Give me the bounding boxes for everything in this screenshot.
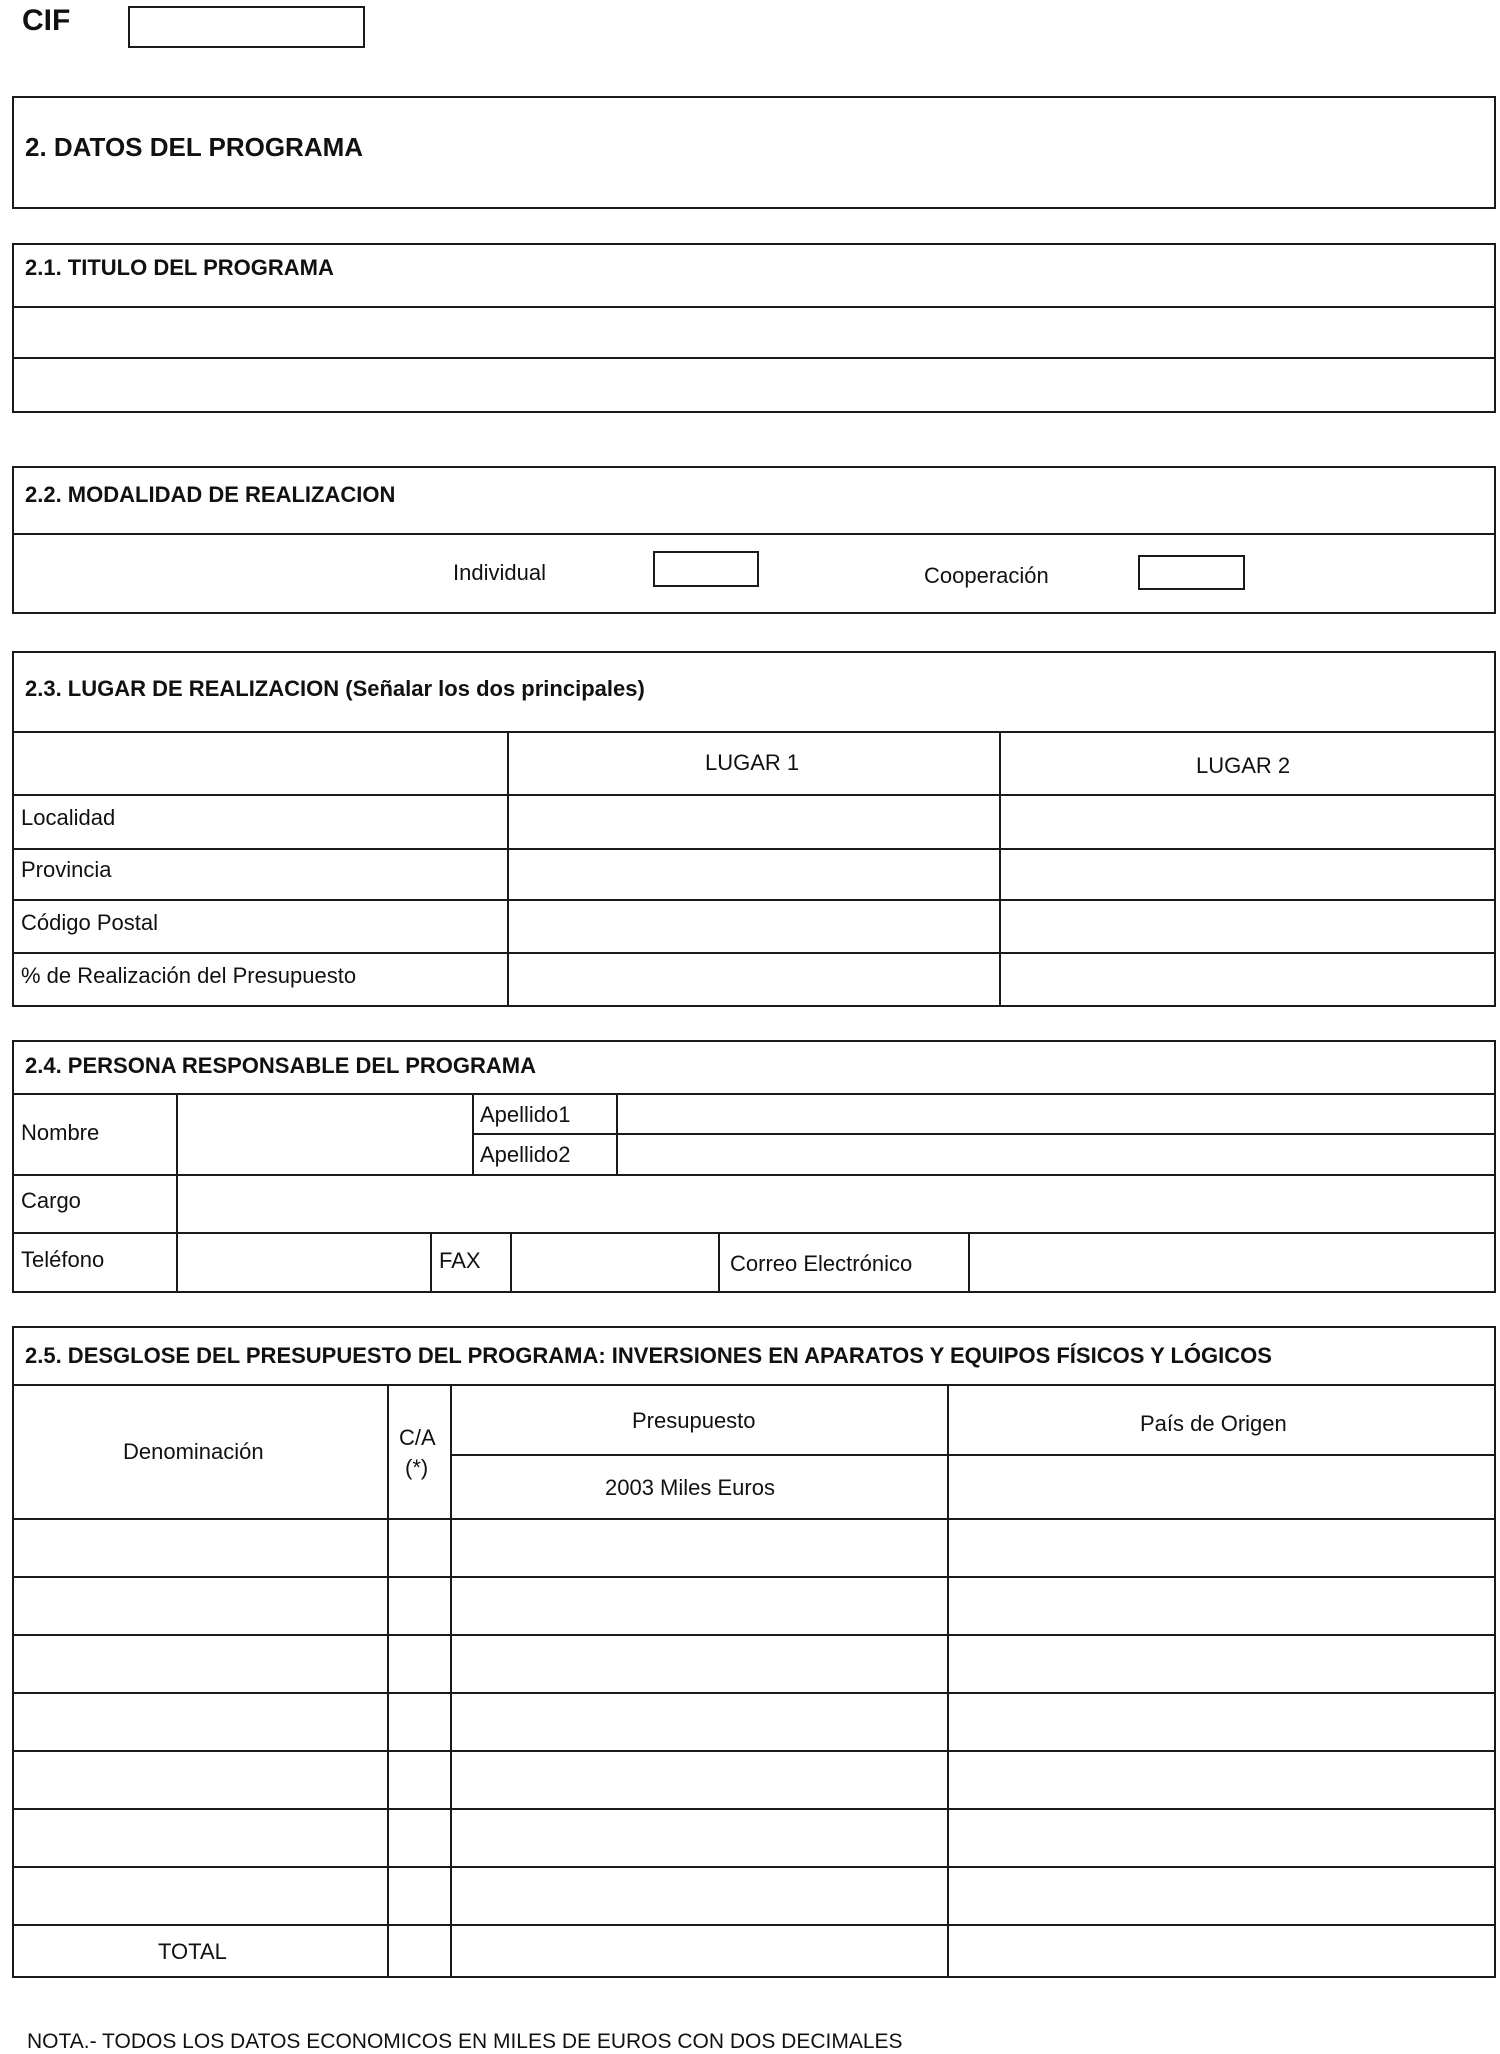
correo-label: Correo Electrónico — [730, 1251, 913, 1276]
individual-checkbox[interactable] — [653, 551, 759, 587]
lugar2-localidad-input[interactable] — [1001, 796, 1494, 847]
item-7-pais-input[interactable] — [949, 1868, 1494, 1923]
apellido2-input[interactable] — [618, 1135, 1494, 1173]
titulo-line-2-input[interactable] — [14, 359, 1494, 411]
presupuesto-subheader: 2003 Miles Euros — [605, 1475, 775, 1500]
cif-input[interactable] — [128, 6, 365, 48]
lugar1-provincia-input[interactable] — [509, 850, 998, 898]
presupuesto-header: Presupuesto — [632, 1408, 756, 1433]
denominacion-header: Denominación — [123, 1439, 264, 1464]
item-1-pais-input[interactable] — [949, 1520, 1494, 1575]
row-label-porcentaje: % de Realización del Presupuesto — [21, 963, 357, 988]
individual-label: Individual — [453, 560, 546, 585]
item-4-denominacion-input[interactable] — [14, 1694, 386, 1749]
lugar2-provincia-input[interactable] — [1001, 850, 1494, 898]
item-3-denominacion-input[interactable] — [14, 1636, 386, 1691]
item-2-pais-input[interactable] — [949, 1578, 1494, 1633]
item-5-presupuesto-input[interactable] — [452, 1752, 946, 1807]
item-4-ca-input[interactable] — [389, 1694, 449, 1749]
lugar2-porcentaje-input[interactable] — [1001, 954, 1494, 1005]
item-5-ca-input[interactable] — [389, 1752, 449, 1807]
cooperacion-label: Cooperación — [924, 563, 1049, 588]
total-ca-input[interactable] — [389, 1926, 449, 1976]
titulo-line-1-input[interactable] — [14, 308, 1494, 356]
item-2-denominacion-input[interactable] — [14, 1578, 386, 1633]
item-6-pais-input[interactable] — [949, 1810, 1494, 1865]
pais-origen-header: País de Origen — [1140, 1411, 1287, 1436]
item-6-denominacion-input[interactable] — [14, 1810, 386, 1865]
row-label-provincia: Provincia — [21, 857, 112, 882]
row-label-localidad: Localidad — [21, 805, 116, 830]
item-2-ca-input[interactable] — [389, 1578, 449, 1633]
item-4-presupuesto-input[interactable] — [452, 1694, 946, 1749]
correo-input[interactable] — [970, 1234, 1494, 1291]
lugar1-porcentaje-input[interactable] — [509, 954, 998, 1005]
row-label-codigo-postal: Código Postal — [21, 910, 158, 935]
item-6-presupuesto-input[interactable] — [452, 1810, 946, 1865]
fax-label: FAX — [439, 1248, 481, 1273]
item-6-ca-input[interactable] — [389, 1810, 449, 1865]
item-7-denominacion-input[interactable] — [14, 1868, 386, 1923]
ca-note: (*) — [405, 1455, 429, 1480]
cif-label: CIF — [22, 4, 71, 37]
item-3-presupuesto-input[interactable] — [452, 1636, 946, 1691]
cargo-input[interactable] — [178, 1176, 1494, 1231]
total-pais-input[interactable] — [949, 1926, 1494, 1976]
lugar1-codigo-postal-input[interactable] — [509, 901, 998, 951]
item-1-ca-input[interactable] — [389, 1520, 449, 1575]
s22-title: 2.2. MODALIDAD DE REALIZACION — [25, 482, 396, 507]
item-2-presupuesto-input[interactable] — [452, 1578, 946, 1633]
s23-title: 2.3. LUGAR DE REALIZACION (Señalar los dos principales) — [25, 676, 645, 701]
item-1-presupuesto-input[interactable] — [452, 1520, 946, 1575]
apellido2-label: Apellido2 — [480, 1142, 571, 1167]
ca-header: C/A — [399, 1425, 436, 1450]
item-3-ca-input[interactable] — [389, 1636, 449, 1691]
nombre-input[interactable] — [178, 1095, 471, 1173]
item-5-pais-input[interactable] — [949, 1752, 1494, 1807]
telefono-input[interactable] — [178, 1234, 429, 1291]
lugar2-codigo-postal-input[interactable] — [1001, 901, 1494, 951]
total-presupuesto-input[interactable] — [452, 1926, 946, 1976]
total-label: TOTAL — [158, 1939, 227, 1964]
item-4-pais-input[interactable] — [949, 1694, 1494, 1749]
apellido1-label: Apellido1 — [480, 1102, 571, 1127]
fax-input[interactable] — [512, 1234, 717, 1291]
item-7-presupuesto-input[interactable] — [452, 1868, 946, 1923]
item-3-pais-input[interactable] — [949, 1636, 1494, 1691]
s25-title: 2.5. DESGLOSE DEL PRESUPUESTO DEL PROGRAMA: INVERSIONES EN APARATOS Y EQUIPOS FÍSICOS Y LÓGICOS — [25, 1343, 1272, 1368]
lugar1-localidad-input[interactable] — [509, 796, 998, 847]
cargo-label: Cargo — [21, 1188, 81, 1213]
section-2-title: 2. DATOS DEL PROGRAMA — [25, 132, 364, 162]
item-1-denominacion-input[interactable] — [14, 1520, 386, 1575]
item-7-ca-input[interactable] — [389, 1868, 449, 1923]
cooperacion-checkbox[interactable] — [1138, 555, 1245, 590]
footer-note: NOTA.- TODOS LOS DATOS ECONOMICOS EN MILES DE EUROS CON DOS DECIMALES — [27, 2030, 903, 2053]
item-5-denominacion-input[interactable] — [14, 1752, 386, 1807]
nombre-label: Nombre — [21, 1120, 100, 1145]
lugar1-header: LUGAR 1 — [705, 750, 800, 775]
telefono-label: Teléfono — [21, 1247, 105, 1272]
lugar2-header: LUGAR 2 — [1196, 753, 1291, 778]
s21-title: 2.1. TITULO DEL PROGRAMA — [25, 255, 334, 280]
s24-title: 2.4. PERSONA RESPONSABLE DEL PROGRAMA — [25, 1053, 536, 1078]
apellido1-input[interactable] — [618, 1095, 1494, 1132]
